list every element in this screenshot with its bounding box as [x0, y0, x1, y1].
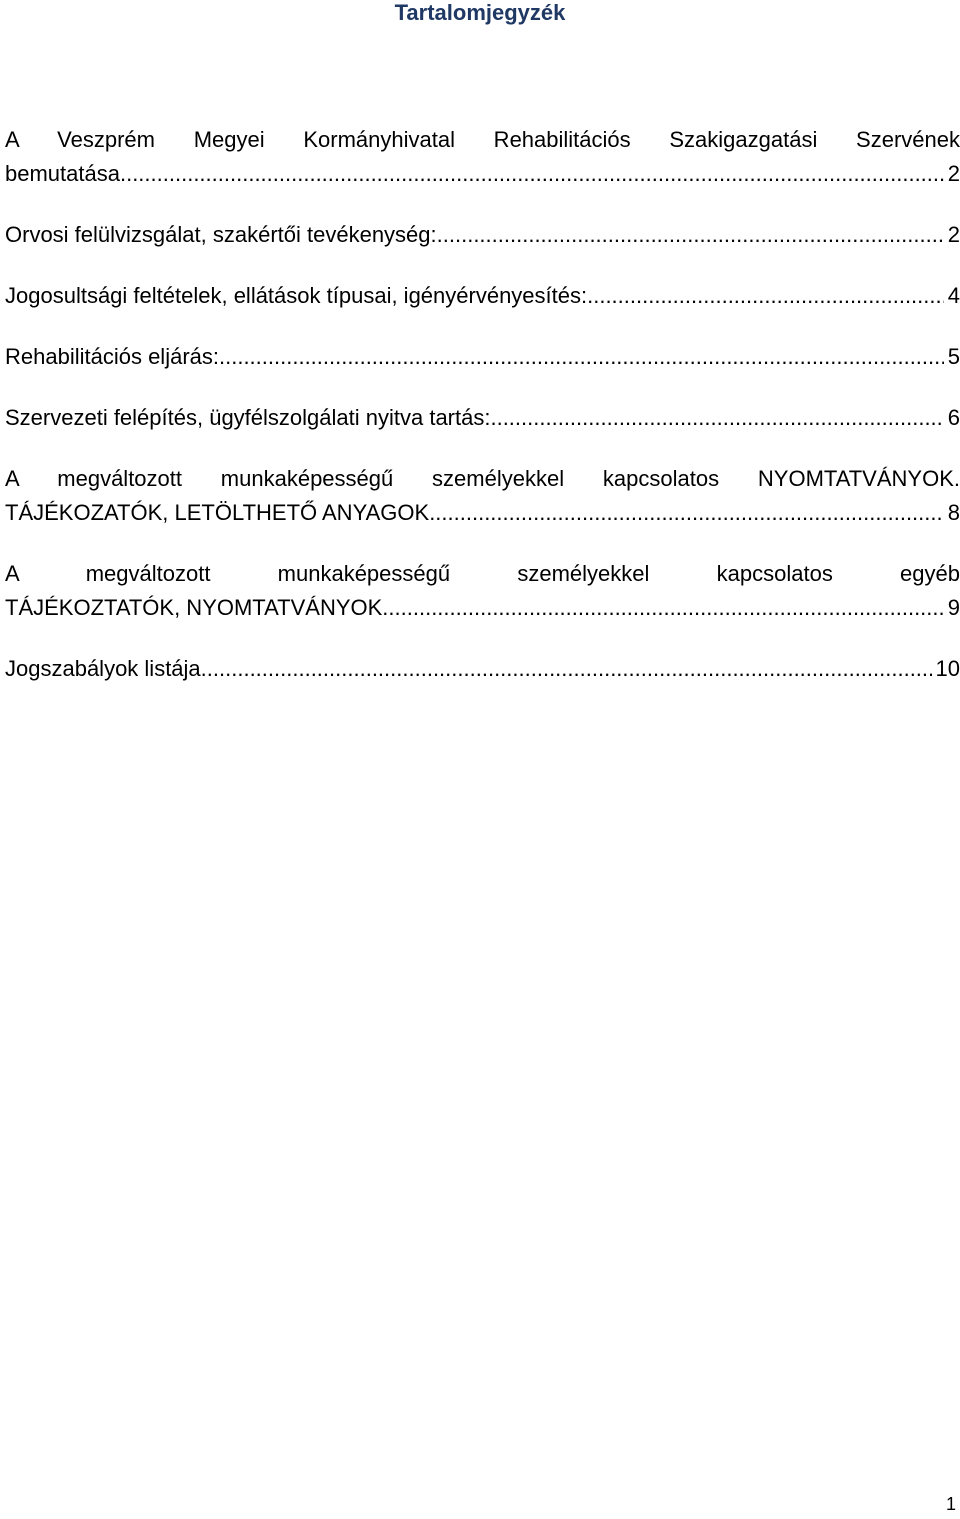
- toc-leader-dots: [490, 401, 943, 435]
- toc-entry-page: 8: [947, 500, 960, 525]
- page-number: 1: [945, 1494, 956, 1514]
- toc-entry-szervezeti-felepites[interactable]: [5, 401, 960, 435]
- toc-entry-title: Rehabilitációs eljárás:: [5, 344, 219, 369]
- toc-entry-page: 2: [947, 222, 960, 247]
- table-of-contents: [5, 123, 960, 713]
- toc-leader-dots: [382, 591, 943, 625]
- toc-leader-dots: [587, 279, 944, 313]
- toc-entry-page: 10: [935, 656, 960, 681]
- toc-entry-jogosultsagi-feltetelek[interactable]: [5, 279, 960, 313]
- toc-entry-text-line-1: A megváltozott munkaképességű személyekkel kapcsolatos egyéb: [5, 561, 960, 586]
- toc-entry-szakigazgatasi-szerv[interactable]: [5, 123, 960, 191]
- toc-entry-page: 6: [947, 405, 960, 430]
- toc-entry-page: 5: [947, 344, 960, 369]
- toc-leader-dots: [219, 340, 944, 374]
- toc-entry-page: 4: [947, 283, 960, 308]
- toc-entry-text-line-1: A Veszprém Megyei Kormányhivatal Rehabilitációs Szakigazgatási Szervének: [5, 127, 960, 152]
- toc-entry-title: TÁJÉKOZATÓK, LETÖLTHETŐ ANYAGOK: [5, 500, 430, 525]
- toc-entry-rehabilitacios-eljaras[interactable]: [5, 340, 960, 374]
- toc-entry-title: Orvosi felülvizsgálat, szakértői tevékenység:: [5, 222, 437, 247]
- toc-entry-text-line-1: A megváltozott munkaképességű személyekkel kapcsolatos NYOMTATVÁNYOK.: [5, 466, 960, 491]
- toc-leader-dots: [201, 652, 932, 686]
- toc-leader-dots: [437, 218, 944, 252]
- toc-leader-dots: [429, 496, 944, 530]
- toc-entry-egyeb-tajekoztatok[interactable]: [5, 557, 960, 625]
- toc-entry-jogszabalyok[interactable]: [5, 652, 960, 686]
- page-title: Tartalomjegyzék: [394, 0, 566, 25]
- toc-entry-page: 9: [947, 595, 960, 620]
- toc-entry-orvosi-felulvizsgalat[interactable]: [5, 218, 960, 252]
- toc-leader-dots: [120, 157, 944, 191]
- toc-entry-title: Jogosultsági feltételek, ellátások típusai, igényérvényesítés:: [5, 283, 588, 308]
- toc-entry-title: TÁJÉKOZTATÓK, NYOMTATVÁNYOK: [5, 595, 383, 620]
- toc-entry-title: bemutatása: [5, 161, 120, 186]
- toc-entry-title: Szervezeti felépítés, ügyfélszolgálati nyitva tartás:: [5, 405, 491, 430]
- toc-entry-title: Jogszabályok listája: [5, 656, 201, 681]
- toc-entry-page: 2: [947, 161, 960, 186]
- toc-entry-nyomtatvanyok[interactable]: [5, 462, 960, 530]
